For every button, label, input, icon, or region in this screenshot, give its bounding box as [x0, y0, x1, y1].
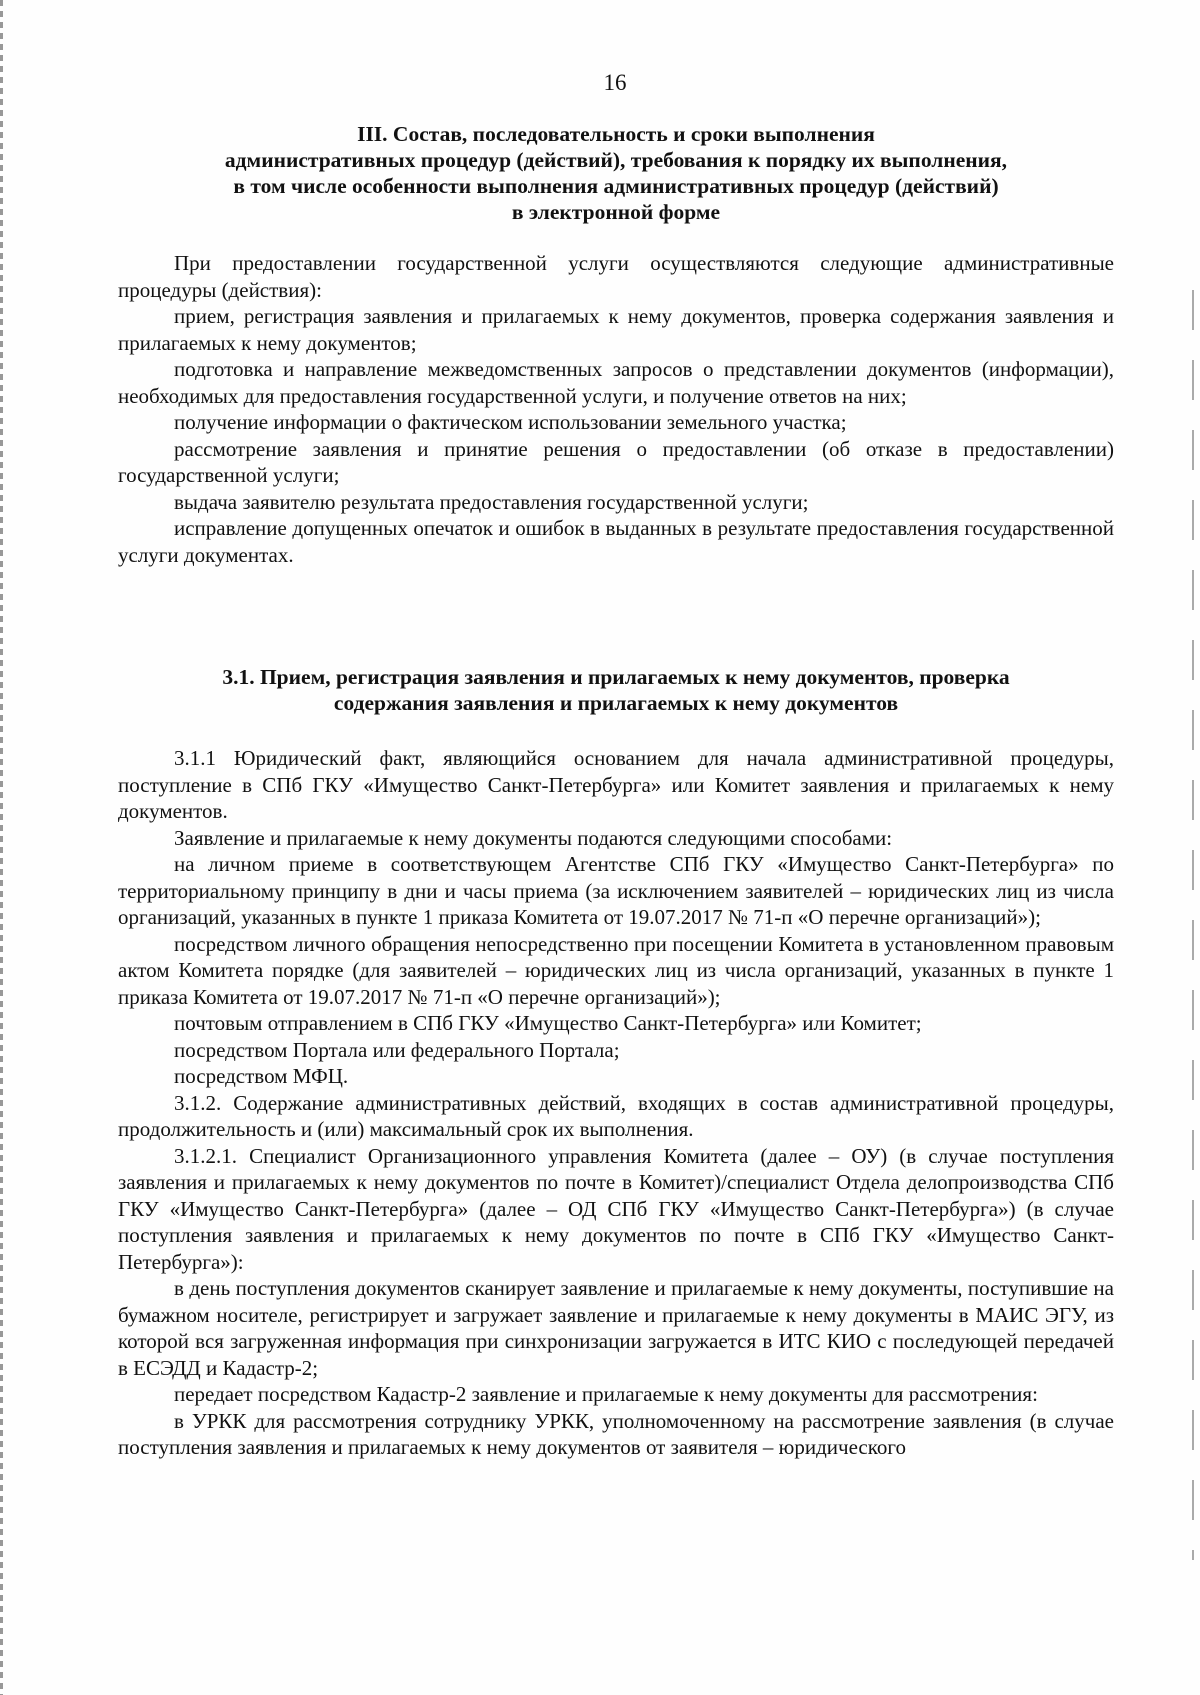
- chapter-heading: [118, 121, 1114, 225]
- paragraph: в УРКК для рассмотрения сотруднику УРКК, уполномоченному на рассмотрение заявления (в случае поступления заявления и прилагаемых к нему документов от заявителя – юридического: [118, 1408, 1114, 1459]
- paragraph: в день поступления документов сканирует заявление и прилагаемые к нему документы, поступившие на бумажном носителе, регистрирует и загружает заявление и прилагаемые к нему документы в МАИС ЭГУ, из которой вся загруженная информация при синхронизации загружается в ИТС КИО с последующей передачей в ЕСЭДД и Кадастр-2;: [118, 1276, 1114, 1380]
- list-item: посредством Портала или федерального Портала;: [174, 1037, 620, 1062]
- list-item: почтовым отправлением в СПб ГКУ «Имущество Санкт-Петербурга» или Комитет;: [174, 1011, 922, 1035]
- chapter-heading-line: III. Состав, последовательность и сроки выполнения: [357, 122, 875, 146]
- section-heading: [118, 664, 1114, 716]
- section-body: [118, 745, 1114, 1461]
- paragraph: 3.1.1 Юридический факт, являющийся основанием для начала административной процедуры, поступление в СПб ГКУ «Имущество Санкт-Петербурга» или Комитет заявления и прилагаемых к нему документов.: [118, 746, 1114, 823]
- paragraph: передает посредством Кадастр-2 заявление и прилагаемые к нему документы для рассмотрения:: [174, 1382, 1038, 1406]
- chapter-heading-line: в том числе особенности выполнения административных процедур (действий): [233, 174, 999, 198]
- paragraph: При предоставлении государственной услуги осуществляются следующие административные процедуры (действия):: [118, 251, 1114, 302]
- chapter-heading-line: в электронной форме: [511, 200, 721, 224]
- list-item: получение информации о фактическом использовании земельного участка;: [174, 410, 847, 434]
- list-item: прием, регистрация заявления и прилагаемых к нему документов, проверка содержания заявления и прилагаемых к нему документов;: [118, 304, 1114, 355]
- scan-edge-left: [0, 0, 3, 1695]
- list-item: исправление допущенных опечаток и ошибок в выданных в результате предоставления государственной услуги документах.: [118, 516, 1114, 567]
- intro-block: [118, 250, 1114, 568]
- paragraph: 3.1.2. Содержание административных действий, входящих в состав административной процедуры, продолжительность и (или) максимальный срок их выполнения.: [118, 1090, 1114, 1141]
- list-item: посредством МФЦ.: [174, 1064, 349, 1088]
- list-item: на личном приеме в соответствующем Агентстве СПб ГКУ «Имущество Санкт-Петербурга» по территориальному принципу в дни и часы приема (за исключением заявителей – юридических лиц из числа организаций, указанных в пункте 1 приказа Комитета от 19.07.2017 № 71-п «О перечне организаций»);: [118, 852, 1114, 929]
- section-heading-line: содержания заявления и прилагаемых к нему документов: [333, 691, 899, 715]
- section-heading-line: 3.1. Прием, регистрация заявления и прилагаемых к нему документов, проверка: [222, 665, 1010, 689]
- chapter-heading-line: административных процедур (действий), требования к порядку их выполнения,: [224, 148, 1008, 172]
- paragraph: Заявление и прилагаемые к нему документы подаются следующими способами:: [174, 825, 893, 850]
- list-item: рассмотрение заявления и принятие решения о предоставлении (об отказе в предоставлении) государственной услуги;: [118, 436, 1114, 487]
- list-item: посредством личного обращения непосредственно при посещении Комитета в установленном правовым актом Комитета порядке (для заявителей – юридических лиц из числа организаций, указанных в пункте 1 приказа Комитета от 19.07.2017 № 71-п «О перечне организаций»);: [118, 931, 1114, 1009]
- list-item: подготовка и направление межведомственных запросов о представлении документов (информации), необходимых для предоставления государственной услуги, и получение ответов на них;: [118, 357, 1114, 408]
- scan-edge-right: [1192, 290, 1194, 1560]
- paragraph: 3.1.2.1. Специалист Организационного управления Комитета (далее – ОУ) (в случае поступления заявления и прилагаемых к нему документов по почте в Комитет)/специалист Отдела делопроизводства СПб ГКУ «Имущество Санкт-Петербурга» (далее – ОД СПб ГКУ «Имущество Санкт-Петербурга») (в случае поступления заявления и прилагаемых к нему документов по почте в СПб ГКУ «Имущество Санкт-Петербурга»):: [118, 1143, 1114, 1274]
- page-number: 16: [603, 70, 627, 95]
- list-item: выдача заявителю результата предоставления государственной услуги;: [174, 489, 809, 514]
